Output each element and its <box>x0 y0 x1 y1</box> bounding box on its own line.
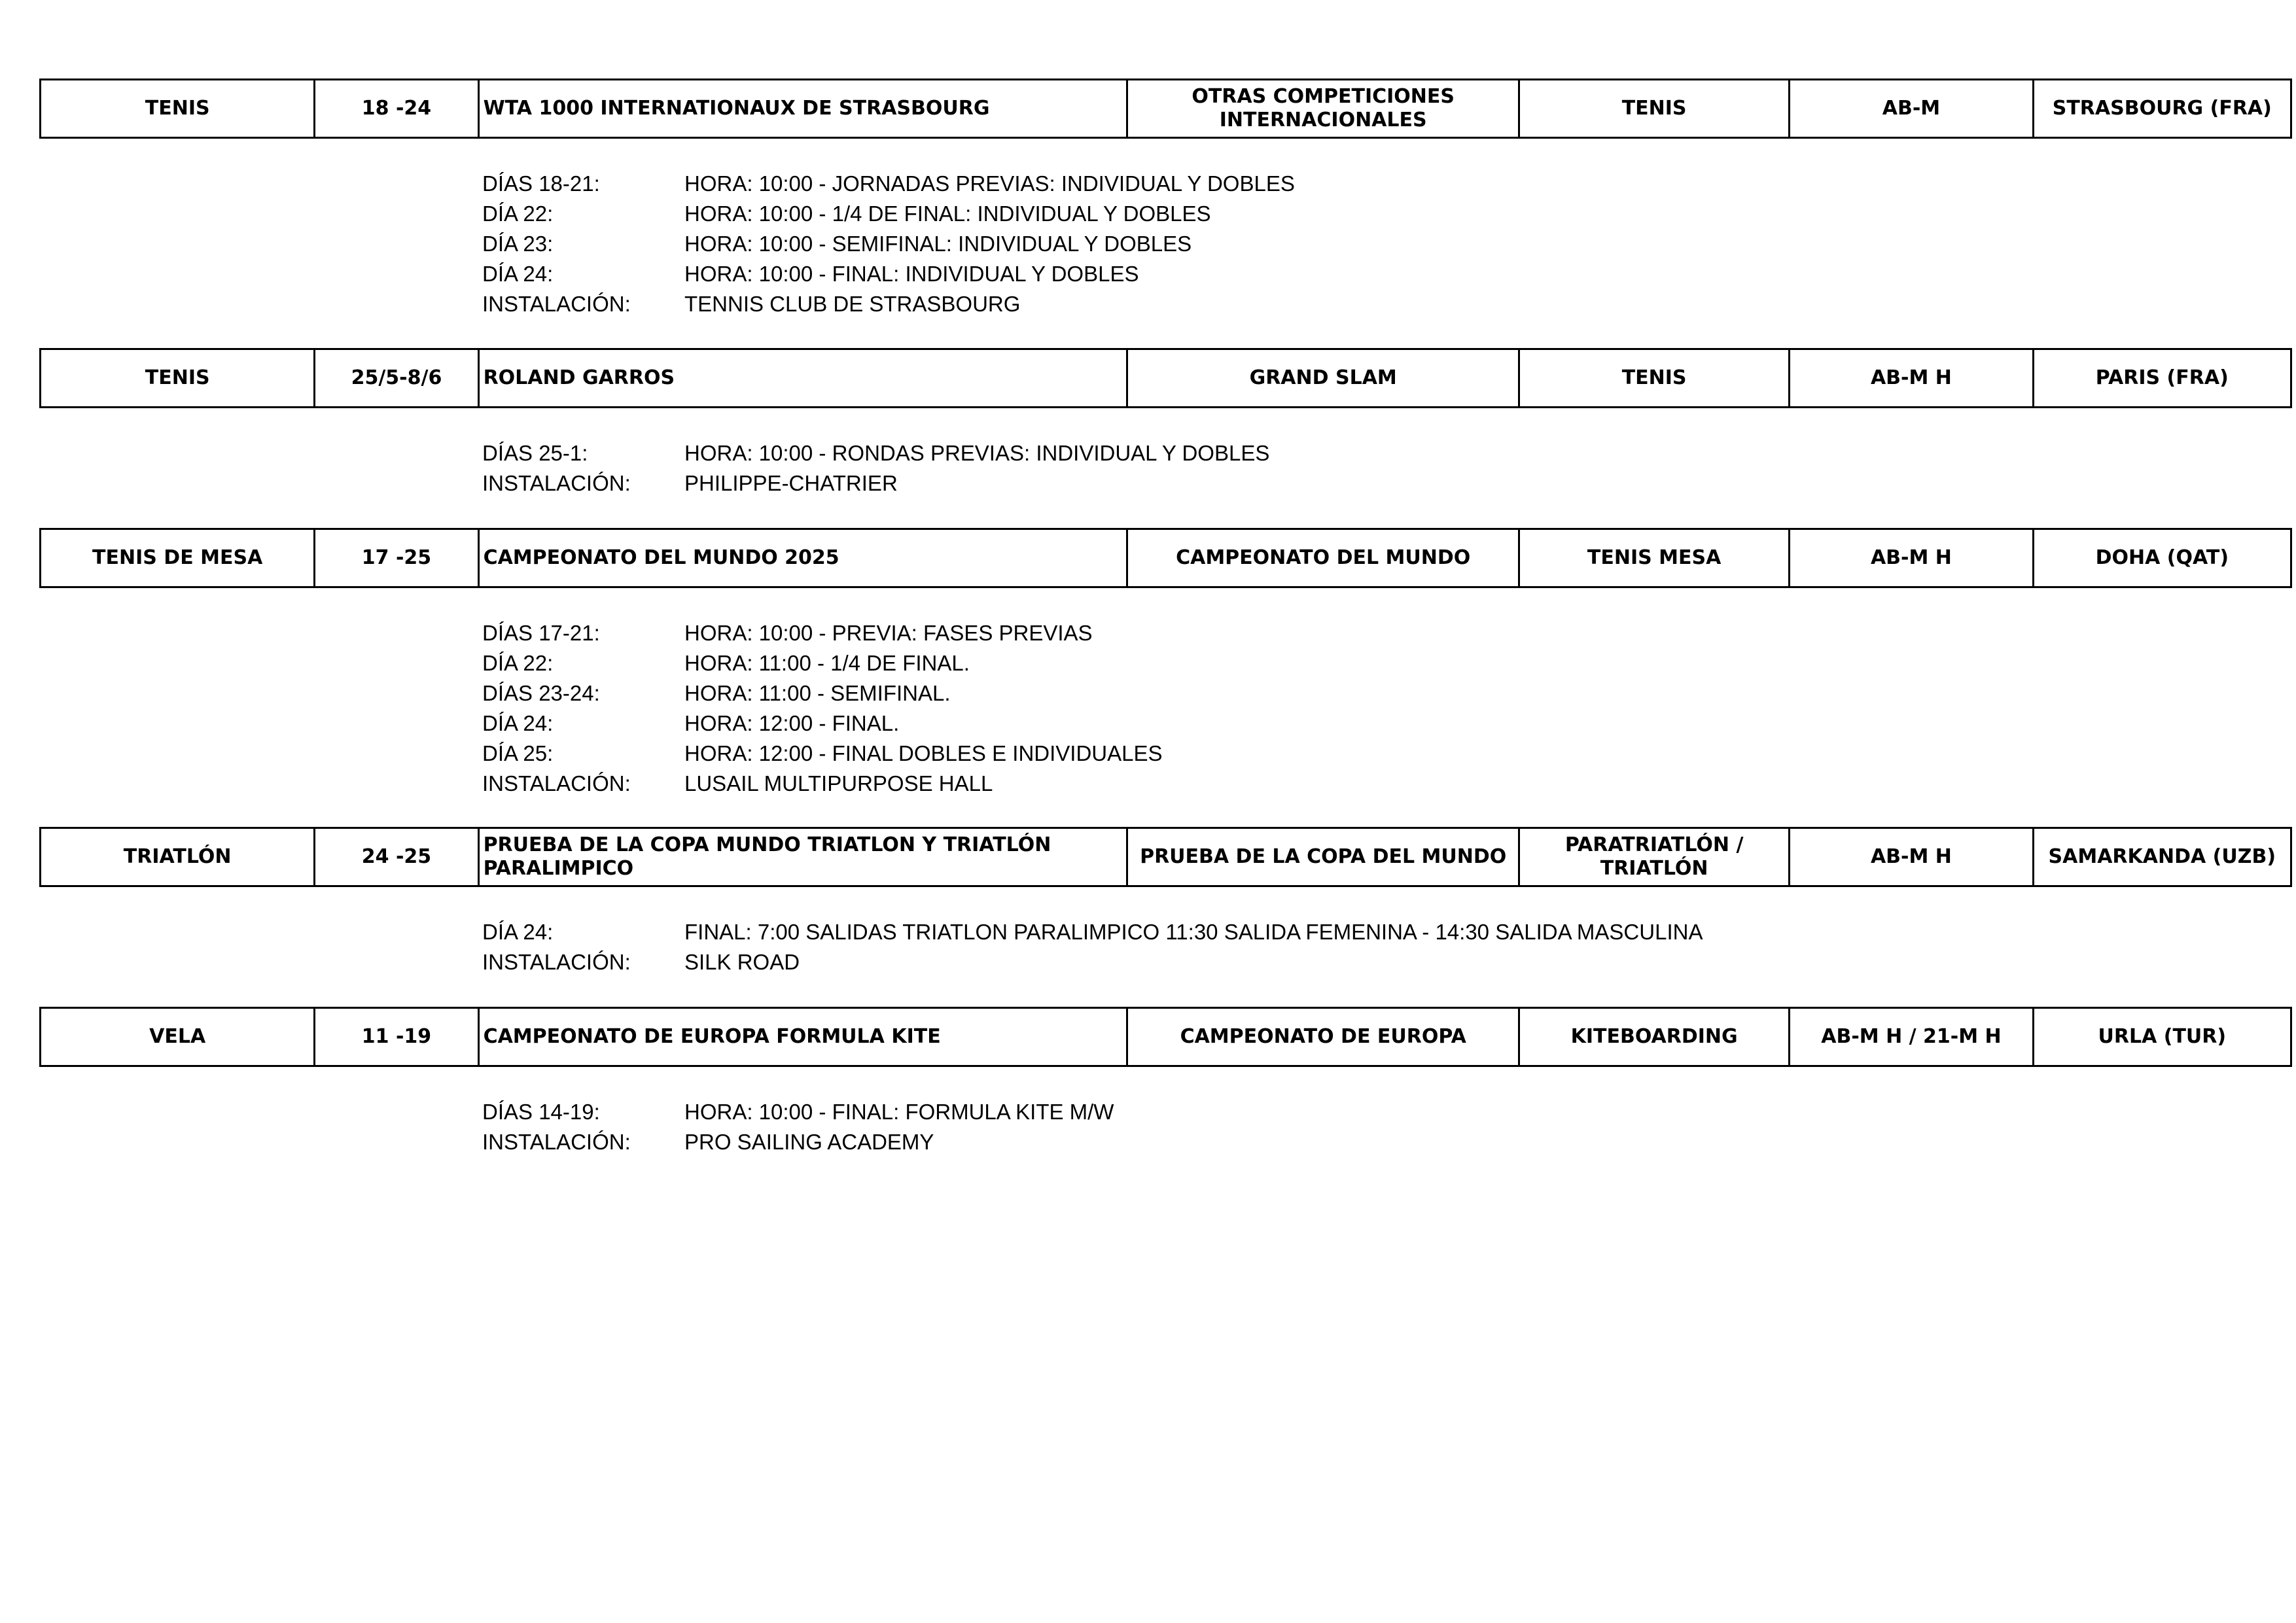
location-cell: SAMARKANDA (UZB) <box>2033 828 2291 886</box>
discipline-cell: PARATRIATLÓN / TRIATLÓN <box>1519 828 1789 886</box>
sport-cell: VELA <box>41 1008 315 1066</box>
event-title-cell: CAMPEONATO DE EUROPA FORMULA KITE <box>478 1008 1127 1066</box>
dates-cell: 17 -25 <box>315 529 478 587</box>
detail-label: DÍA 22: <box>482 651 554 675</box>
category-cell: AB-M H / 21-M H <box>1790 1008 2033 1066</box>
competition-type-cell: PRUEBA DE LA COPA DEL MUNDO <box>1127 828 1519 886</box>
category-cell: AB-M H <box>1790 349 2033 408</box>
detail-label: INSTALACIÓN: <box>482 1130 631 1154</box>
detail-label: DÍAS 14-19: <box>482 1100 600 1124</box>
detail-row <box>482 769 1163 799</box>
detail-row <box>482 708 1163 739</box>
event-title-cell: CAMPEONATO DEL MUNDO 2025 <box>478 529 1127 587</box>
competition-type-cell: CAMPEONATO DE EUROPA <box>1127 1008 1519 1066</box>
detail-row <box>482 289 1295 319</box>
event-details <box>482 618 1163 799</box>
detail-row <box>482 468 1269 498</box>
detail-row <box>482 947 1703 977</box>
detail-row <box>482 739 1163 769</box>
event-title-cell: ROLAND GARROS <box>478 349 1127 408</box>
detail-value: HORA: 12:00 - FINAL DOBLES E INDIVIDUALES <box>684 741 1163 765</box>
detail-value: SILK ROAD <box>684 950 800 974</box>
detail-row <box>482 199 1295 229</box>
competition-type-cell: OTRAS COMPETICIONES INTERNACIONALES <box>1127 80 1519 138</box>
dates-cell: 18 -24 <box>315 80 478 138</box>
detail-label: DÍA 22: <box>482 201 554 226</box>
detail-row <box>482 1097 1114 1127</box>
discipline-cell: TENIS <box>1519 349 1789 408</box>
detail-value: HORA: 10:00 - RONDAS PREVIAS: INDIVIDUAL Y DOBLES <box>684 441 1270 465</box>
detail-value: HORA: 12:00 - FINAL. <box>684 711 900 735</box>
discipline-cell: KITEBOARDING <box>1519 1008 1789 1066</box>
detail-value: PRO SAILING ACADEMY <box>684 1130 934 1154</box>
location-cell: URLA (TUR) <box>2033 1008 2291 1066</box>
detail-value: HORA: 10:00 - FINAL: FORMULA KITE M/W <box>684 1100 1114 1124</box>
competition-type-cell: CAMPEONATO DEL MUNDO <box>1127 529 1519 587</box>
detail-row <box>482 618 1163 648</box>
event-title-cell: PRUEBA DE LA COPA MUNDO TRIATLON Y TRIATLÓN PARALIMPICO <box>478 828 1127 886</box>
dates-cell: 11 -19 <box>315 1008 478 1066</box>
sport-cell: TRIATLÓN <box>41 828 315 886</box>
detail-value: LUSAIL MULTIPURPOSE HALL <box>684 771 993 795</box>
dates-cell: 25/5-8/6 <box>315 349 478 408</box>
detail-value: PHILIPPE-CHATRIER <box>684 471 898 495</box>
sport-cell: TENIS <box>41 80 315 138</box>
discipline-cell: TENIS MESA <box>1519 529 1789 587</box>
detail-label: DÍAS 18-21: <box>482 171 600 196</box>
detail-label: INSTALACIÓN: <box>482 950 631 974</box>
detail-row <box>482 678 1163 708</box>
detail-label: DÍAS 23-24: <box>482 681 600 705</box>
detail-row <box>482 648 1163 678</box>
event-header-row <box>39 348 2292 408</box>
detail-row <box>482 438 1269 468</box>
category-cell: AB-M H <box>1790 529 2033 587</box>
detail-row <box>482 1127 1114 1157</box>
detail-value: HORA: 10:00 - PREVIA: FASES PREVIAS <box>684 621 1093 645</box>
detail-label: DÍAS 17-21: <box>482 621 600 645</box>
detail-label: INSTALACIÓN: <box>482 471 631 495</box>
detail-label: DÍA 24: <box>482 262 554 286</box>
event-details <box>482 1097 1114 1157</box>
detail-value: HORA: 10:00 - 1/4 DE FINAL: INDIVIDUAL Y DOBLES <box>684 201 1211 226</box>
sport-cell: TENIS <box>41 349 315 408</box>
detail-row <box>482 259 1295 289</box>
event-details <box>482 169 1295 319</box>
competition-type-cell: GRAND SLAM <box>1127 349 1519 408</box>
detail-value: HORA: 10:00 - FINAL: INDIVIDUAL Y DOBLES <box>684 262 1139 286</box>
detail-label: DÍA 23: <box>482 232 554 256</box>
event-title-cell: WTA 1000 INTERNATIONAUX DE STRASBOURG <box>478 80 1127 138</box>
category-cell: AB-M <box>1790 80 2033 138</box>
detail-value: HORA: 10:00 - JORNADAS PREVIAS: INDIVIDUAL Y DOBLES <box>684 171 1295 196</box>
detail-row <box>482 229 1295 259</box>
detail-label: DÍA 24: <box>482 711 554 735</box>
detail-label: INSTALACIÓN: <box>482 771 631 795</box>
event-header-row <box>39 528 2292 588</box>
detail-label: INSTALACIÓN: <box>482 292 631 316</box>
detail-row <box>482 169 1295 199</box>
event-header-row <box>39 1007 2292 1067</box>
detail-label: DÍA 24: <box>482 920 554 944</box>
event-header-row <box>39 827 2292 887</box>
event-header-row <box>39 79 2292 139</box>
detail-label: DÍAS 25-1: <box>482 441 588 465</box>
dates-cell: 24 -25 <box>315 828 478 886</box>
detail-value: FINAL: 7:00 SALIDAS TRIATLON PARALIMPICO 11:30 SALIDA FEMENINA - 14:30 SALIDA MASCULINA <box>684 920 1703 944</box>
location-cell: PARIS (FRA) <box>2033 349 2291 408</box>
discipline-cell: TENIS <box>1519 80 1789 138</box>
event-details <box>482 917 1703 977</box>
event-details <box>482 438 1269 498</box>
detail-row <box>482 917 1703 947</box>
detail-value: HORA: 11:00 - 1/4 DE FINAL. <box>684 651 970 675</box>
detail-label: DÍA 25: <box>482 741 554 765</box>
sport-cell: TENIS DE MESA <box>41 529 315 587</box>
location-cell: STRASBOURG (FRA) <box>2033 80 2291 138</box>
detail-value: TENNIS CLUB DE STRASBOURG <box>684 292 1021 316</box>
detail-value: HORA: 10:00 - SEMIFINAL: INDIVIDUAL Y DOBLES <box>684 232 1192 256</box>
detail-value: HORA: 11:00 - SEMIFINAL. <box>684 681 951 705</box>
location-cell: DOHA (QAT) <box>2033 529 2291 587</box>
category-cell: AB-M H <box>1790 828 2033 886</box>
